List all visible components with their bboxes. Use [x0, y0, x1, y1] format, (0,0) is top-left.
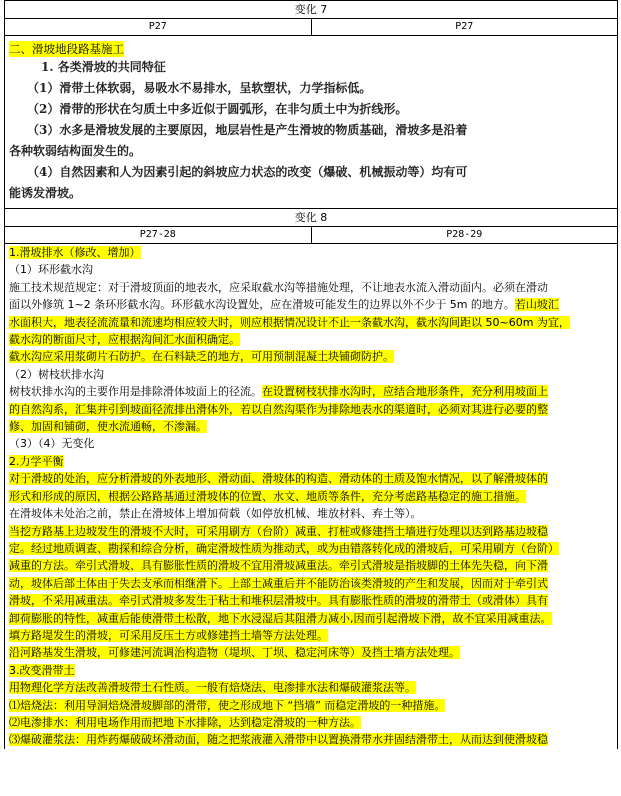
document-table — [4, 0, 618, 749]
s1-p1a: 施工技术规范规定：对于滑坡顶面的地表水，应采取截水沟等措施处理，不让地表水流入滑动面内。必须在滑动 — [9, 280, 548, 294]
feature-3: （3）水多是滑坡发展的主要原因，地层岩性是产生滑坡的物质基础，滑坡多是沿着 — [27, 123, 468, 137]
change7-pages — [5, 19, 617, 36]
s1-sub2: （2）树枝状排水沟 — [9, 367, 104, 381]
s1-p2a: 树枝状排水沟的主要作用是排除滑体坡面上的径流。在设置树枝状排水沟时，应结合地形条件，充分利用坡面上 — [9, 385, 548, 399]
s1-p1d: 水面积大，地表径流流量和流速均相应较大时，则应根据情况设计不止一条截水沟，截水沟间距以 50~60m 为宜， — [9, 315, 570, 329]
feature-1: （1）滑带土体软弱，易吸水不易排水，呈软塑状，力学指标低。 — [27, 81, 372, 95]
s2-p11: 沿河路基发生滑坡，可修建河流调治构造物（堤坝、丁坝、稳定河床等）及挡土墙方法处理。 — [9, 646, 460, 660]
s2-p3: 在滑坡体未处治之前，禁止在滑坡体上增加荷载（如停放机械、堆放材料、弃土等）。 — [9, 507, 422, 521]
change8-left-page: P27-28 — [5, 227, 312, 243]
s3-p3: ⑵电渗排水：利用电场作用而把地下水排除，达到稳定滑坡的一种方法。 — [9, 715, 361, 729]
feature-3-cont: 各种软弱结构面发生的。 — [9, 144, 142, 158]
s3-p1: 用物理化学方法改善滑坡带土石性质。一般有焙烧法、电渗排水法和爆破灌浆法等。 — [9, 681, 416, 695]
s1-p1f: 截水沟应采用浆砌片石防护。在石料缺乏的地方，可用预制混凝土块铺砌防护。 — [9, 350, 394, 364]
s3-p2: ⑴焙烧法：利用导洞焙烧滑坡脚部的滑带，使之形成地下 “挡墙” 而稳定滑坡的一种措施。 — [9, 698, 446, 712]
s1-p1b: 面以外修筑 1~2 条环形截水沟。环形截水沟设置处，应在滑坡可能发生的边界以外不少于 5m 的地方。若山坡汇 — [9, 298, 559, 312]
change7-left-page: P27 — [5, 19, 312, 35]
change8-pages — [5, 227, 617, 244]
change8-right-page: P28-29 — [446, 229, 483, 240]
s2-p5: 定。经过地质调查、勘探和综合分析，确定滑坡性质为推动式，或为由错落转化成的滑坡后，可采用刷方（台阶） — [9, 541, 559, 555]
change7-content — [5, 36, 617, 209]
s1-sub1: （1）环形截水沟 — [9, 263, 93, 277]
s2-p2: 形式和形成的原因，根据公路路基通过滑坡体的位置、水文、地质等条件，充分考虑路基稳定的施工措施。 — [9, 489, 526, 503]
s2-p10: 填方路堤发生的滑坡，可采用反压土方或修建挡土墙等方法处理。 — [9, 628, 328, 642]
s1-head: 1.滑坡排水（修改、增加） — [9, 246, 141, 259]
feature-4: （4）自然因素和人为因素引起的斜坡应力状态的改变（爆破、机械振动等）均有可 — [27, 165, 468, 179]
feature-4-cont: 能诱发滑坡。 — [9, 186, 82, 200]
change7-title: 变化 7 — [5, 1, 617, 19]
s2-p7: 动，坡体后部土体由于失去支承而相继滑下。上部土减重后并不能防治该类滑坡的产生和发展，因而对于牵引式 — [9, 576, 548, 590]
s2-p6: 减重的方法。牵引式滑坡、具有膨胀性质的滑坡不宜用滑坡减重法。牵引式滑坡是指坡脚的土体先失稳，向下滑 — [9, 559, 548, 573]
s1-p2c: 的自然沟系，汇集并引到坡面径流排出滑体外，若以自然沟渠作为排除地表水的渠道时，必须对其进行必要的整 — [9, 402, 548, 416]
change8-content — [5, 244, 617, 749]
feature-title: 1. 各类滑坡的共同特征 — [41, 60, 166, 74]
s1-p2d: 修、加固和铺砌，使水流通畅，不渗漏。 — [9, 420, 207, 434]
s2-head: 2.力学平衡 — [9, 454, 64, 468]
s1-p1e: 截水沟的断面尺寸，应根据沟间汇水面积确定。 — [9, 333, 240, 347]
section-heading: 二、滑坡地段路基施工 — [9, 42, 124, 56]
scanned-excerpt — [9, 57, 613, 204]
change7-right-page: P27 — [455, 21, 474, 32]
s2-p1: 对于滑坡的处治，应分析滑坡的外表地形、滑动面、滑坡体的构造、滑动体的土质及饱水情况，以了解滑坡体的 — [9, 472, 548, 486]
change8-title: 变化 8 — [5, 209, 617, 227]
s2-p8: 滑坡，不采用减重法。牵引式滑坡多发生于粘土和堆积层滑坡中。具有膨胀性质的滑坡的滑带土（或滑体）具有 — [9, 594, 548, 608]
s1-sub34: （3）（4）无变化 — [9, 437, 95, 451]
s3-p4: ⑶爆破灌浆法：用炸药爆破破坏滑动面，随之把浆液灌入滑带中以置换滑带水并固结滑带土，从而达到使滑坡稳 — [9, 733, 548, 747]
feature-2: （2）滑带的形状在匀质土中多近似于圆弧形，在非匀质土中为折线形。 — [27, 102, 408, 116]
s3-head: 3.改变滑带土 — [9, 663, 75, 677]
s2-p4: 当挖方路基上边坡发生的滑坡不大时，可采用刷方（台阶）减重、打桩或修建挡土墙进行处理以达到路基边坡稳 — [9, 524, 548, 538]
s2-p9: 卸荷膨胀的特性，减重后能使滑带土松散，地下水浸湿后其阻滑力减小,因而引起滑坡下滑，故不宜采用减重法。 — [9, 611, 552, 625]
